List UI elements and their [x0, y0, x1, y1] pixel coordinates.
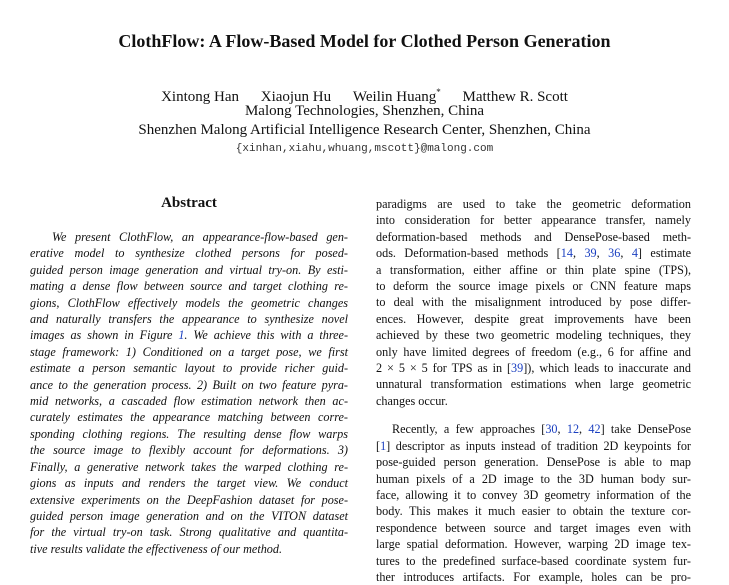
abstract-text — [30, 229, 348, 557]
citation-link[interactable]: 14 — [560, 246, 573, 261]
text-line: pose-guided person generation. DensePose is able to map — [376, 455, 691, 470]
affiliation-1: Malong Technologies, Shenzhen, China — [244, 103, 485, 119]
text-line: face, allowing it to convey 3D geometry information of the — [376, 487, 691, 502]
text-line: mating a dense flow between source and target clothing re- — [30, 279, 348, 294]
text-line: curately estimates the appearance matching between corre- — [30, 410, 348, 425]
text-line: extensive experiments on the DeepFashion dataset for pose- — [30, 492, 348, 507]
citation-link[interactable]: 36 — [608, 246, 621, 261]
text-line: gions, ClothFlow effectively models the geometric changes — [30, 295, 348, 310]
text-line: into consideration for better appearance transfer, namely — [376, 213, 691, 228]
text-line: respondence between source and target images even with — [376, 520, 691, 535]
citation-link[interactable]: 30 — [545, 422, 558, 437]
text-line: guided person image generation and on the VITON dataset — [30, 508, 348, 523]
text-line: paradigms are used to take the geometric deformation — [376, 197, 691, 211]
abstract-heading: Abstract — [161, 195, 217, 211]
text-line: only have limited degrees of freedom (e.g., 6 for affine and — [376, 344, 691, 359]
text-line: human pixels of a 2D image to the 3D human body sur- — [376, 471, 691, 486]
author-1: Xintong Han — [161, 89, 239, 105]
right-column — [376, 196, 691, 585]
text-line: ance to the generation process. 2) Built on two feature pyra- — [30, 377, 348, 392]
text-line: for the virtual try-on task. Strong qualitative and quantita- — [30, 525, 348, 540]
text-line: a transformation, either affine or thin plate spine (TPS), — [376, 262, 691, 277]
body-paragraph-2 — [376, 421, 691, 585]
text-line: sponding clothing regions. The resulting dense flow warps — [30, 426, 348, 441]
affiliation-2: Shenzhen Malong Artificial Intelligence Research Center, Shenzhen, China — [138, 122, 591, 138]
text-line: achieved by these two geometric modeling techniques, they — [376, 328, 691, 343]
author-4: Matthew R. Scott — [462, 89, 568, 105]
body-paragraph-1 — [376, 196, 691, 409]
paper-title: ClothFlow: A Flow-Based Model for Clothed Person Generation — [118, 31, 611, 51]
text-line: Recently, a few approaches [30, 12, 42] take DensePose — [392, 422, 691, 437]
citation-link[interactable]: 1 — [380, 438, 387, 453]
text-line: deformation-based methods and DensePose-based meth- — [376, 229, 691, 244]
paragraph-gap — [376, 409, 691, 421]
text-line: ences. However, despite great improvements have been — [376, 311, 691, 326]
text-line: tive results validate the effectiveness of our method. — [30, 541, 283, 556]
text-line: unnatural transformation estimations when large geometric — [376, 377, 691, 392]
text-line: images as shown in Figure 1. We achieve this with a three- — [30, 328, 348, 343]
text-line: to deal with the misalignment introduced by pose differ- — [376, 295, 691, 310]
author-3: Weilin Huang* — [352, 87, 441, 105]
text-line: tures to the predefined surface-based coordinate system fur- — [376, 553, 691, 568]
text-line: mid networks, a cascaded flow estimation network then ac- — [30, 394, 348, 409]
text-line: We present ClothFlow, an appearance-flow-based gen- — [52, 230, 348, 244]
text-line: ods. Deformation-based methods [14, 39, 36, 4] estimate — [376, 246, 692, 261]
text-line: estimate a person semantic layout to provide richer guid- — [30, 361, 348, 376]
text-line: ther introduces artifacts. For example, holes can be pro- — [376, 569, 691, 584]
citation-link[interactable]: 12 — [566, 422, 580, 437]
text-line: guided person image generation and virtual try-on. By esti- — [30, 262, 348, 277]
citation-link[interactable]: 1 — [178, 328, 185, 343]
text-line: Finally, a generative network takes the warped clothing re- — [30, 459, 348, 474]
text-line: to deform the source image pixels or CNN feature maps — [376, 279, 691, 294]
text-line: the source image to flexibly account for deformations. 3) — [30, 443, 348, 458]
text-line: [1] descriptor as inputs instead of tradition 2D keypoints for — [376, 438, 691, 453]
text-line: 2 × 5 × 5 for TPS as in [39]), which leads to inaccurate and — [376, 361, 691, 376]
text-line: changes occur. — [376, 393, 448, 408]
text-line: erative model to synthesize clothed persons for posed- — [30, 246, 348, 261]
text-line: stage framework: 1) Conditioned on a target pose, we first — [30, 344, 348, 359]
text-line: gions as inputs and renders the target view. We conduct — [30, 476, 348, 491]
text-line: and naturally transfers the appearance to synthesize novel — [30, 312, 348, 327]
citation-link[interactable]: 39 — [584, 246, 597, 261]
text-line: body. This makes it much easier to obtain the texture cor- — [376, 504, 691, 519]
author-emails: {xinhan,xiahu,whuang,mscott}@malong.com — [235, 143, 494, 155]
author-2: Xiaojun Hu — [260, 89, 332, 105]
text-line: large spatial deformation. However, warping 2D image tex- — [376, 537, 691, 552]
citation-link[interactable]: 39 — [511, 361, 524, 376]
citation-link[interactable]: 4 — [631, 246, 638, 261]
citation-link[interactable]: 42 — [588, 422, 601, 437]
